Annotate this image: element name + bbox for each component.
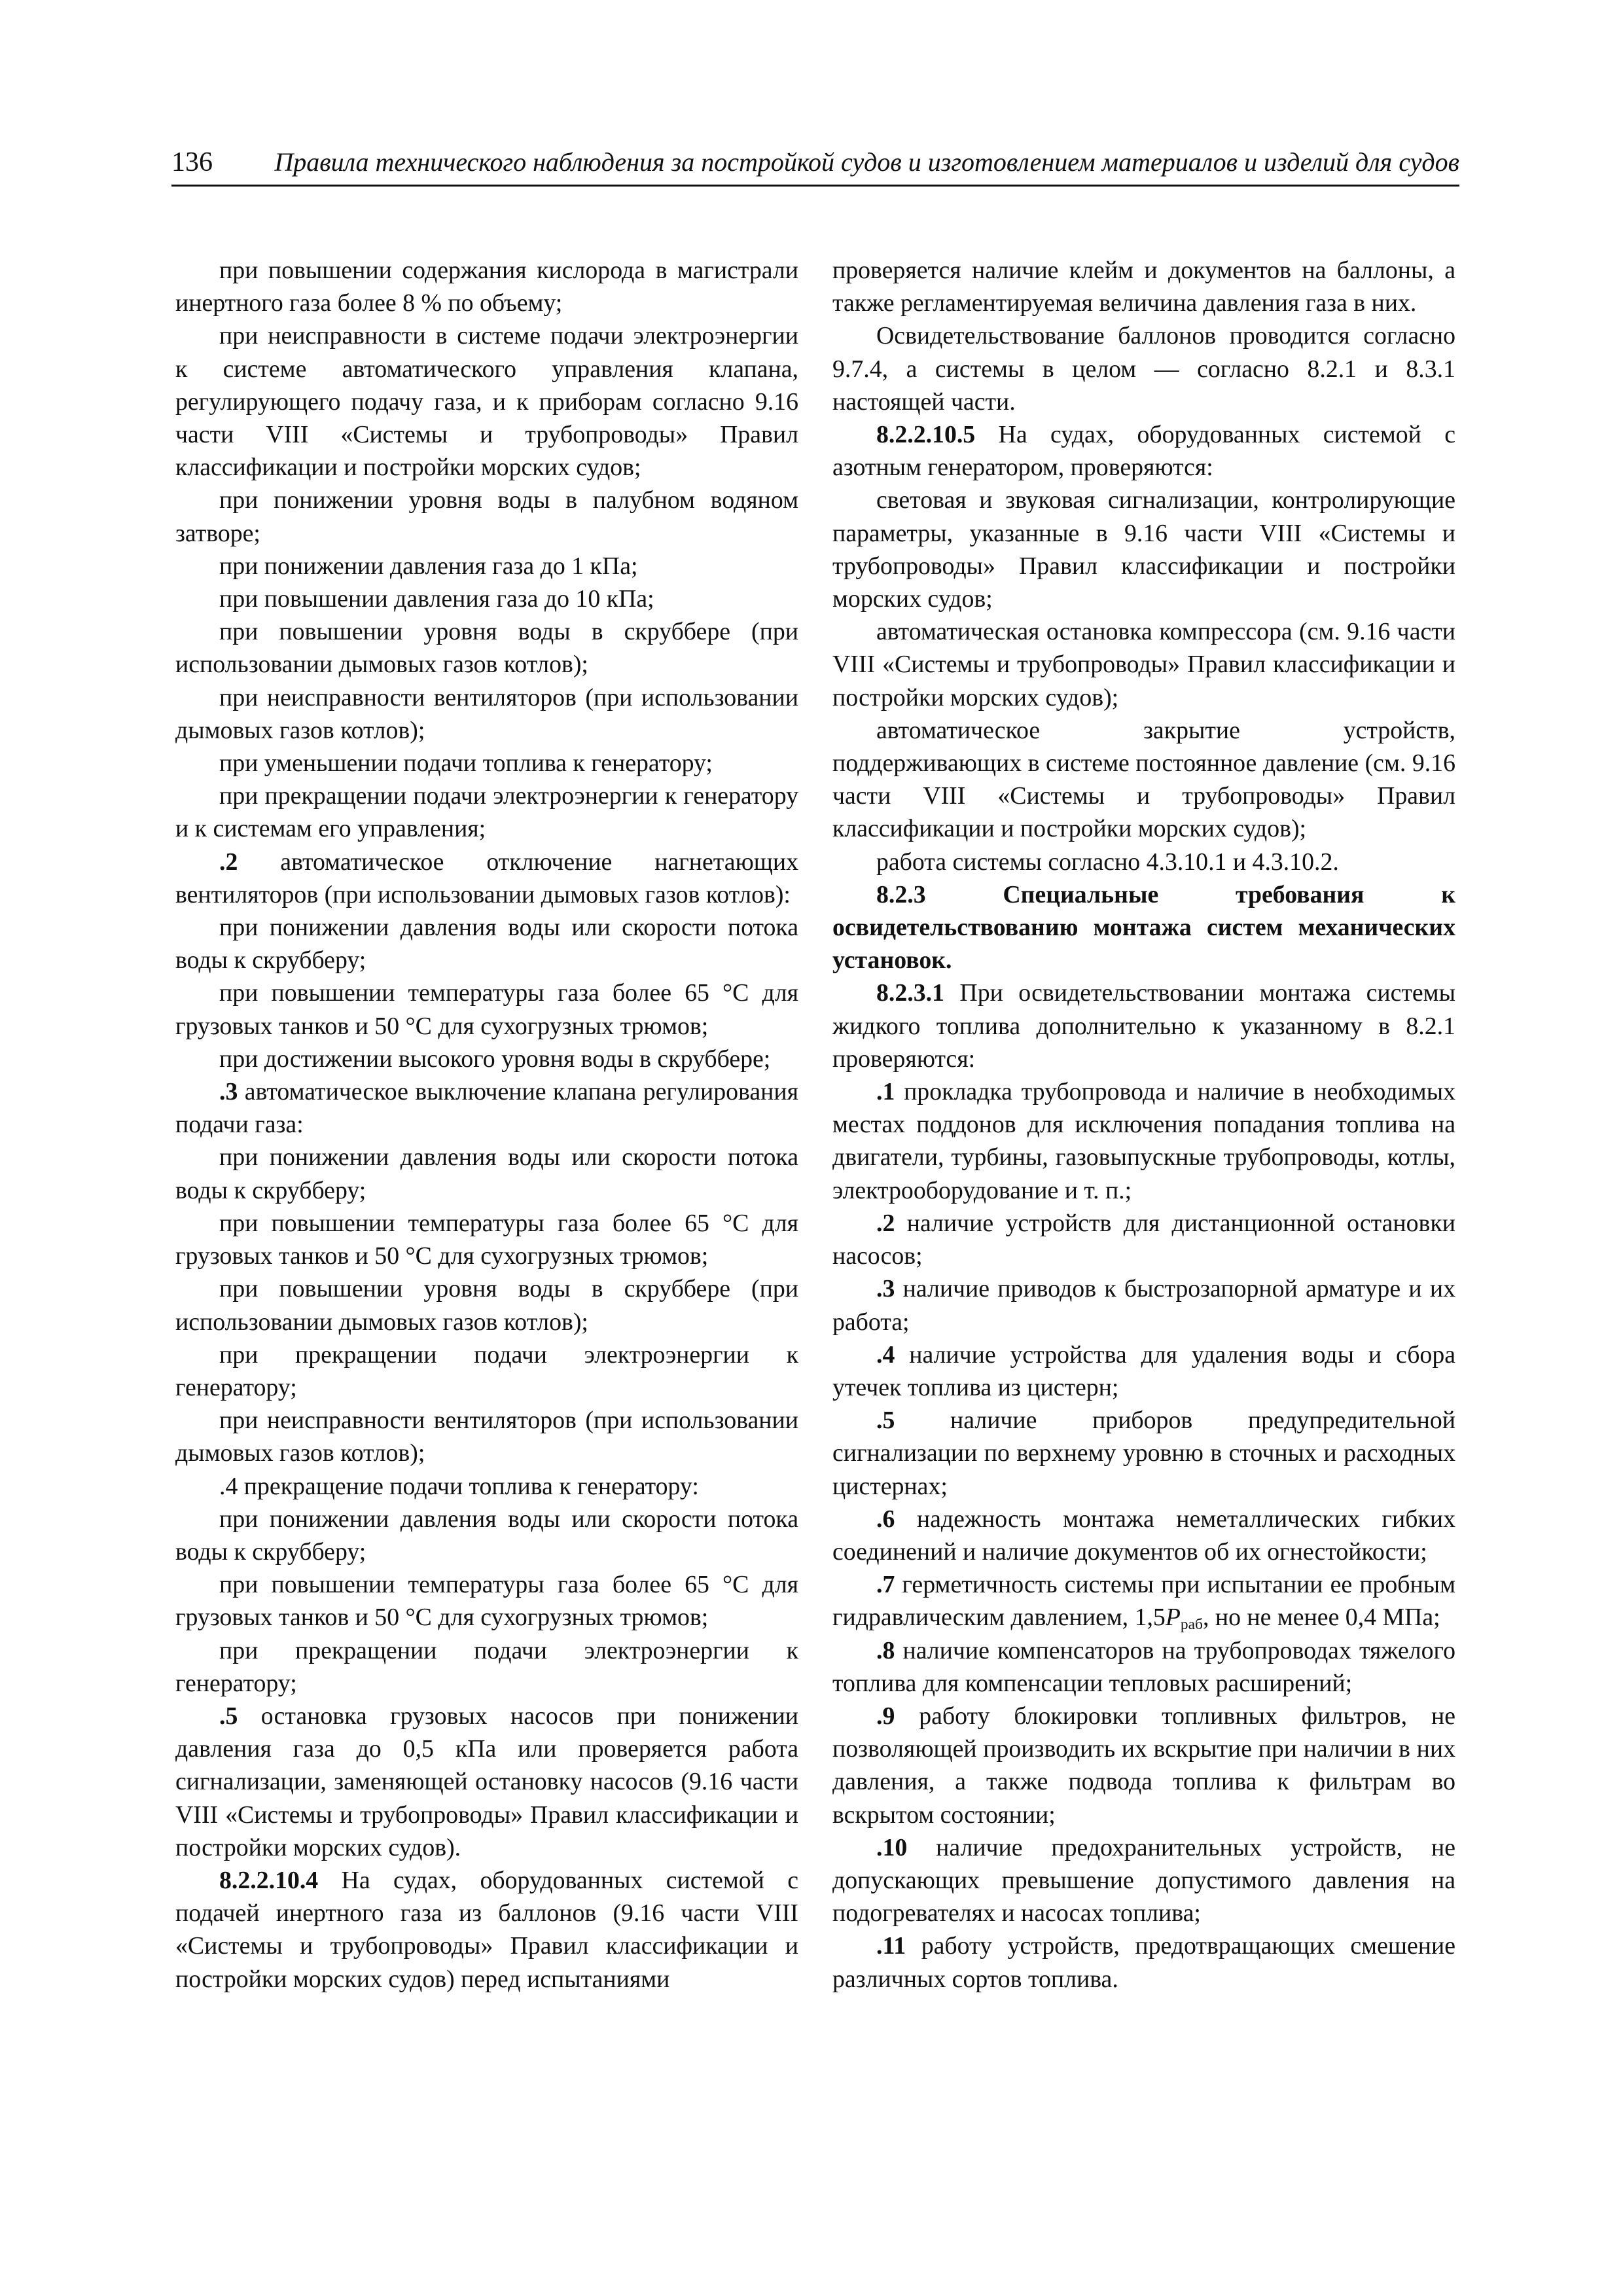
paragraph xyxy=(175,846,798,911)
paragraph xyxy=(832,418,1455,484)
paragraph xyxy=(175,1470,798,1503)
item-number: .6 xyxy=(876,1505,895,1533)
paragraph-text: при понижении давления воды или скорости потока воды к скрубберу; xyxy=(175,1505,798,1566)
paragraph xyxy=(175,484,798,549)
paragraph xyxy=(175,319,798,484)
paragraph-text: при повышении давления газа до 10 кПа; xyxy=(219,585,654,613)
paragraph-text: Освидетельствование баллонов проводится согласно 9.7.4, а системы в целом — согласно 8.2.1 и 8.3.1 настоящей части. xyxy=(832,322,1455,416)
paragraph xyxy=(175,1503,798,1568)
paragraph xyxy=(832,1075,1455,1207)
item-number: .8 xyxy=(876,1636,895,1664)
paragraph-text: .4 прекращение подачи топлива к генератору: xyxy=(219,1472,699,1500)
paragraph xyxy=(175,1338,798,1404)
paragraph xyxy=(832,319,1455,418)
item-number: .1 xyxy=(876,1078,895,1106)
paragraph xyxy=(175,254,798,319)
item-number: .9 xyxy=(876,1702,895,1730)
paragraph-text: наличие устройств для дистанционной остановки насосов; xyxy=(832,1209,1455,1270)
paragraph xyxy=(832,1272,1455,1338)
paragraph xyxy=(832,1568,1455,1634)
item-number: .2 xyxy=(219,848,238,876)
paragraph-text: работу устройств, предотвращающих смешение различных сортов топлива. xyxy=(832,1932,1455,1993)
item-number: .3 xyxy=(219,1078,238,1106)
paragraph xyxy=(832,1404,1455,1503)
right-text-column xyxy=(832,254,1455,1996)
paragraph-text: при повышении температуры газа более 65 °С для грузовых танков и 50 °С для сухогрузных трюмов; xyxy=(175,979,798,1040)
paragraph-text: работу блокировки топливных фильтров, не позволяющей производить их вскрытие при наличии в них давления, а также подвода топлива к фильтрам во вскрытом состоянии; xyxy=(832,1702,1455,1829)
paragraph xyxy=(832,977,1455,1075)
paragraph xyxy=(832,1700,1455,1831)
paragraph xyxy=(175,911,798,977)
paragraph-text: при неисправности вентиляторов (при использовании дымовых газов котлов); xyxy=(175,683,798,744)
paragraph xyxy=(832,1338,1455,1404)
paragraph-text: наличие предохранительных устройств, не допускающих превышение допустимого давления на подогревателях и насосах топлива; xyxy=(832,1833,1455,1928)
paragraph xyxy=(832,1207,1455,1272)
paragraph-text: при повышении температуры газа более 65 °С для грузовых танков и 50 °С для сухогрузных трюмов; xyxy=(175,1571,798,1632)
paragraph xyxy=(832,714,1455,846)
paragraph xyxy=(175,583,798,615)
paragraph xyxy=(175,615,798,681)
paragraph xyxy=(832,1929,1455,1995)
paragraph xyxy=(175,1207,798,1272)
item-number: .2 xyxy=(876,1209,895,1237)
paragraph-text: при прекращении подачи электроэнергии к генератору; xyxy=(175,1636,798,1697)
paragraph-text: наличие компенсаторов на трубопроводах тяжелого топлива для компенсации тепловых расширений; xyxy=(832,1636,1455,1697)
paragraph xyxy=(832,484,1455,615)
running-header xyxy=(171,145,1459,187)
paragraph-text: автоматическая остановка компрессора (см. 9.16 части VIII «Системы и трубопроводы» Правил классификации и постройки морских судов); xyxy=(832,618,1455,711)
item-number: 8.2.2.10.5 xyxy=(876,421,976,449)
paragraph-text: 8.2.3 Специальные требования к освидетельствованию монтажа систем механических установок. xyxy=(832,880,1455,975)
pressure-subscript: раб xyxy=(1180,1616,1203,1634)
paragraph-text: при повышении уровня воды в скруббере (при использовании дымовых газов котлов); xyxy=(175,618,798,679)
paragraph xyxy=(175,747,798,780)
paragraph-text: На судах, оборудованных системой с азотным генератором, проверяются: xyxy=(832,421,1455,482)
paragraph xyxy=(175,780,798,845)
item-number: .5 xyxy=(219,1702,238,1730)
paragraph-tail: , но не менее 0,4 МПа; xyxy=(1202,1604,1440,1632)
paragraph-text: при прекращении подачи электроэнергии к генератору и к системам его управления; xyxy=(175,782,798,843)
item-number: .7 xyxy=(876,1571,895,1599)
paragraph-text: проверяется наличие клейм и документов на баллоны, а также регламентируемая величина давления газа в них. xyxy=(832,257,1455,317)
paragraph-text: при повышении температуры газа более 65 °С для грузовых танков и 50 °С для сухогрузных трюмов; xyxy=(175,1209,798,1270)
paragraph xyxy=(175,977,798,1042)
paragraph-text: при понижении давления воды или скорости потока воды к скрубберу; xyxy=(175,1143,798,1204)
paragraph-text: световая и звуковая сигнализации, контролирующие параметры, указанные в 9.16 части VIII «Системы и трубопроводы» Правил классификации и постройки морских судов; xyxy=(832,486,1455,613)
paragraph-text: при уменьшении подачи топлива к генератору; xyxy=(219,749,713,778)
pressure-symbol: P xyxy=(1165,1604,1181,1632)
item-number: .11 xyxy=(876,1932,906,1960)
item-number: 8.2.3.1 xyxy=(876,979,944,1007)
item-number: .10 xyxy=(876,1833,908,1861)
paragraph xyxy=(832,615,1455,714)
paragraph-text: наличие приводов к быстрозапорной арматуре и их работа; xyxy=(832,1275,1455,1336)
paragraph-text: при неисправности в системе подачи электроэнергии к системе автоматического управления клапана, регулирующего подачу газа, и к приборам согласно 9.16 части VIII «Системы и трубопроводы» Правил классификации и постройки морских судов; xyxy=(175,322,798,482)
paragraph-text: при неисправности вентиляторов (при использовании дымовых газов котлов); xyxy=(175,1407,798,1467)
paragraph xyxy=(175,681,798,747)
paragraph xyxy=(832,878,1455,977)
paragraph-text: автоматическое отключение нагнетающих вентиляторов (при использовании дымовых газов котлов): xyxy=(175,848,798,908)
paragraph xyxy=(832,846,1455,878)
paragraph-text: остановка грузовых насосов при понижении давления газа до 0,5 кПа или проверяется работа сигнализации, заменяющей остановку насосов (9.16 части VIII «Системы и трубопроводы» Правил классификации и постройки морских судов). xyxy=(175,1702,798,1861)
paragraph-text: наличие устройства для удаления воды и сбора утечек топлива из цистерн; xyxy=(832,1340,1455,1401)
paragraph xyxy=(175,1043,798,1075)
paragraph-text: прокладка трубопровода и наличие в необходимых местах поддонов для исключения попадания топлива на двигатели, турбины, газовыпускные трубопроводы, котлы, электрооборудование и т. п.; xyxy=(832,1078,1455,1204)
paragraph-text: при понижении давления воды или скорости потока воды к скрубберу; xyxy=(175,914,798,975)
paragraph-text: надежность монтажа неметаллических гибких соединений и наличие документов об их огнестойкости; xyxy=(832,1505,1455,1566)
paragraph xyxy=(175,1272,798,1338)
paragraph-text: при достижении высокого уровня воды в скруббере; xyxy=(219,1045,771,1073)
paragraph-text: наличие приборов предупредительной сигнализации по верхнему уровню в сточных и расходных цистернах; xyxy=(832,1407,1455,1500)
paragraph-text: при повышении содержания кислорода в магистрали инертного газа более 8 % по объему; xyxy=(175,257,798,317)
paragraph xyxy=(175,1864,798,1996)
item-number: .3 xyxy=(876,1275,895,1303)
item-number: .5 xyxy=(876,1407,895,1435)
running-title: Правила технического наблюдения за постройкой судов и изготовлением материалов и изделий для судов xyxy=(274,147,1459,177)
paragraph xyxy=(175,1075,798,1141)
paragraph-text: герметичность системы при испытании ее пробным гидравлическим давлением, 1,5 xyxy=(832,1571,1455,1632)
item-number: 8.2.2.10.4 xyxy=(219,1866,319,1894)
paragraph xyxy=(832,1634,1455,1700)
paragraph xyxy=(175,550,798,583)
page-number: 136 xyxy=(171,147,213,177)
paragraph-text: автоматическое закрытие устройств, поддерживающих в системе постоянное давление (см. 9.16 части VIII «Системы и трубопроводы» Правил классификации и постройки морских судов); xyxy=(832,716,1455,843)
paragraph-text: при понижении давления газа до 1 кПа; xyxy=(219,552,638,580)
paragraph-text: автоматическое выключение клапана регулирования подачи газа: xyxy=(175,1078,798,1139)
paragraph xyxy=(832,1831,1455,1930)
paragraph xyxy=(175,1568,798,1634)
paragraph-text: при понижении уровня воды в палубном водяном затворе; xyxy=(175,486,798,547)
paragraph xyxy=(175,1634,798,1700)
paragraph xyxy=(175,1700,798,1864)
item-number: .4 xyxy=(876,1340,895,1369)
paragraph xyxy=(832,254,1455,319)
paragraph-text: При освидетельствовании монтажа системы жидкого топлива дополнительно к указанному в 8.2.1 проверяются: xyxy=(832,979,1455,1073)
paragraph-text: работа системы согласно 4.3.10.1 и 4.3.10.2. xyxy=(876,848,1339,876)
paragraph xyxy=(175,1404,798,1469)
paragraph xyxy=(832,1503,1455,1568)
paragraph xyxy=(175,1141,798,1206)
paragraph-text: при повышении уровня воды в скруббере (при использовании дымовых газов котлов); xyxy=(175,1275,798,1336)
paragraph-text: при прекращении подачи электроэнергии к генератору; xyxy=(175,1340,798,1401)
paragraph-text: На судах, оборудованных системой с подачей инертного газа из баллонов (9.16 части VIII «Системы и трубопроводы» Правил классификации и постройки морских судов) перед испытаниями xyxy=(175,1866,798,1993)
left-text-column xyxy=(175,254,798,1996)
